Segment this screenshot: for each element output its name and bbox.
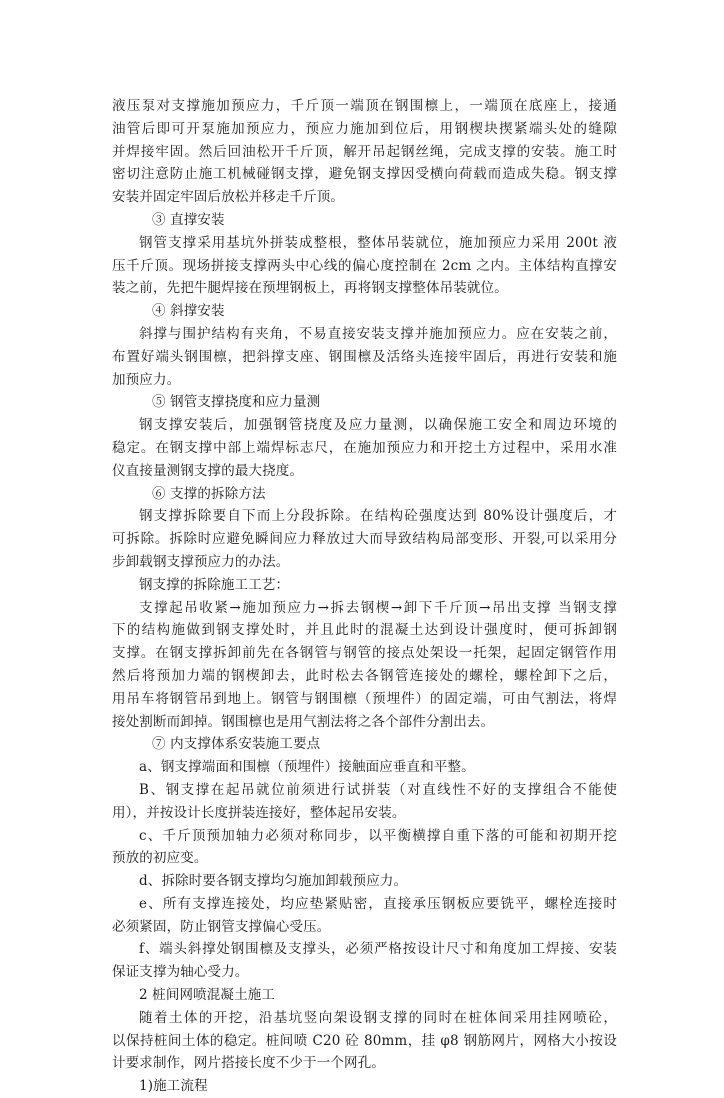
section-heading: ⑥ 支撑的拆除方法: [152, 485, 266, 502]
paragraph-line: 然后将预加力端的钢楔卸去，此时松去各钢管连接处的螺栓，螺栓卸下之后，: [112, 667, 617, 684]
list-item: d、拆除时要各钢支撑均匀施加卸载预应力。: [139, 873, 408, 890]
paragraph-line: 钢支撑的拆除施工工艺：: [139, 576, 290, 593]
list-item: f、端头斜撑处钢围檩及支撑头，必须严格按设计尺寸和角度加工焊接、安装: [139, 941, 617, 958]
list-item: a、钢支撑端面和围檩（预埋件）接触面应垂直和平整。: [139, 759, 475, 776]
paragraph-line: 以保持桩间土体的稳定。桩间喷 C20 砼 80mm，挂 φ8 钢筋网片，网格大小按设: [112, 1032, 617, 1049]
list-item: B、钢支撑在起吊就位前须进行试拼装（对直线性不好的支撑组合不能使: [139, 781, 617, 798]
document-body: [112, 95, 617, 1098]
paragraph-line: 钢管支撑采用基坑外拼装成整根，整体吊装就位，施加预应力采用 200t 液: [139, 234, 617, 251]
paragraph-line: 并焊接牢固。然后回油松开千斤顶，解开吊起钢丝绳，完成支撑的安装。施工时: [112, 143, 617, 160]
paragraph-line: 钢支撑拆除要自下而上分段拆除。在结构砼强度达到 80%设计强度后，才: [139, 508, 617, 525]
section-heading: 2 桩间网喷混凝土施工: [139, 987, 276, 1004]
paragraph-line: 可拆除。拆除时应避免瞬间应力释放过大而导致结构局部变形、开裂,可以采用分: [112, 531, 617, 548]
paragraph-line: 支撑起吊收紧→施加预应力→拆去钢楔→卸下千斤顶→吊出支撑 当钢支撑: [139, 599, 617, 616]
paragraph-line: 装之前，先把牛腿焊接在预埋钢板上，再将钢支撑整体吊装就位。: [112, 280, 508, 297]
paragraph-line: 油管后即可开泵施加预应力，预应力施加到位后，用钢楔块揳紧端头处的缝隙: [112, 120, 617, 137]
paragraph-line: 下的结构施做到钢支撑处时，并且此时的混凝土达到设计强度时，便可拆卸钢: [112, 622, 617, 639]
paragraph-line: 接处割断而卸掉。钢围檩也是用气割法将之各个部件分割出去。: [112, 713, 495, 730]
paragraph-line: 仪直接量测钢支撑的最大挠度。: [112, 462, 304, 479]
paragraph-line: 压千斤顶。现场拼接支撑两头中心线的偏心度控制在 2cm 之内。主体结构直撑安: [112, 257, 617, 274]
section-heading: ⑦ 内支撑体系安装施工要点: [152, 736, 321, 753]
list-item: 保证支撑为轴心受力。: [112, 964, 249, 981]
paragraph-line: 随着土体的开挖，沿基坑竖向架设钢支撑的同时在桩体间采用挂网喷砼，: [139, 1009, 617, 1026]
list-item: 必须紧固，防止钢管支撑偏心受压。: [112, 918, 331, 935]
paragraph-line: 钢支撑安装后，加强钢管挠度及应力量测，以确保施工安全和周边环境的: [139, 417, 617, 434]
paragraph-line: 布置好端头钢围檩，把斜撑支座、钢围檩及活络头连接牢固后，再进行安装和施: [112, 348, 617, 365]
list-item: e、所有支撑连接处，均应垫紧贴密，直接承压钢板应要铣平，螺栓连接时: [139, 895, 617, 912]
paragraph-line: 密切注意防止施工机械碰钢支撑，避免钢支撑因受横向荷载而造成失稳。钢支撑: [112, 166, 617, 183]
section-heading: 1)施工流程: [139, 1078, 208, 1095]
section-heading: ④ 斜撑安装: [152, 303, 225, 320]
paragraph-line: 加预应力。: [112, 371, 181, 388]
list-item: c、千斤顶预加轴力必须对称同步，以平衡横撑自重下落的可能和初期开挖: [139, 827, 617, 844]
paragraph-line: 安装并固定牢固后放松并移走千斤顶。: [112, 189, 345, 206]
paragraph-line: 液压泵对支撑施加预应力，千斤顶一端顶在钢围檩上，一端顶在底座上，接通: [112, 98, 617, 114]
paragraph-line: 步卸载钢支撑预应力的办法。: [112, 553, 290, 570]
paragraph-line: 用吊车将钢管吊到地上。钢管与钢围檩（预埋件）的固定端，可由气割法，将焊: [112, 690, 617, 707]
list-item: 用），并按设计长度拼装连接好，整体起吊安装。: [112, 804, 406, 821]
section-heading: ⑤ 钢管支撑挠度和应力量测: [152, 394, 321, 411]
paragraph-line: 计要求制作，网片搭接长度不少于一个网孔。: [112, 1055, 385, 1072]
paragraph-line: 斜撑与围护结构有夹角，不易直接安装支撑并施加预应力。应在安装之前，: [139, 325, 617, 342]
section-heading: ③ 直撑安装: [152, 211, 225, 228]
list-item: 预放的初应变。: [112, 850, 208, 867]
paragraph-line: 支撑。在钢支撑拆卸前先在各钢管与钢管的接点处架设一托架，起固定钢管作用: [112, 645, 617, 662]
paragraph-line: 稳定。在钢支撑中部上端焊标志尺，在施加预应力和开挖土方过程中，采用水准: [112, 439, 617, 456]
